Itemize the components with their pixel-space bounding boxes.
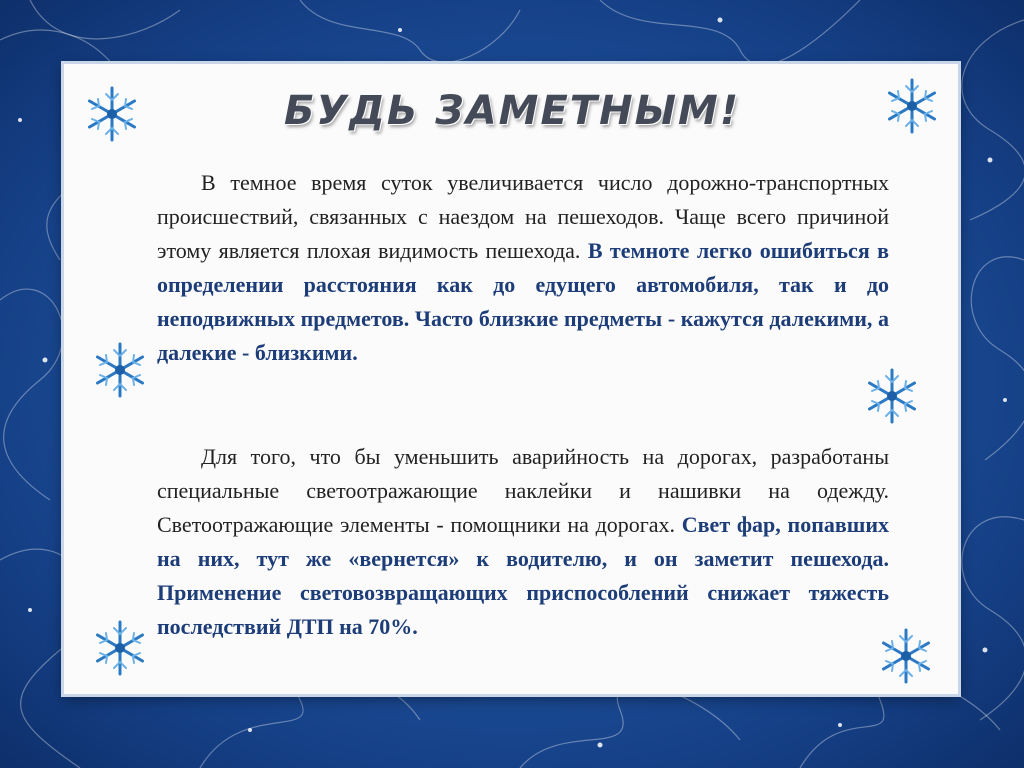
snowflake-icon (90, 618, 150, 678)
paragraph-text: Для того, что бы уменьшить аварийность на дорогах, разработаны специальные светоотражающие наклейки и нашивки на одежду. Светоотражающие элементы - помощники на дорогах. (157, 444, 889, 537)
paragraph-night-visibility (157, 166, 889, 370)
snowflake-icon (862, 366, 922, 426)
paragraph-emphasis: Свет фар, попавших на них, тут же «вернется» к водителю, и он заметит пешехода. Применение световозвращающих приспособлений снижает тяжесть последствий ДТП на 70%. (157, 512, 889, 639)
slide-title: БУДЬ ЗАМЕТНЫМ! (283, 88, 741, 134)
paragraph-text: В темное время суток увеличивается число дорожно-транспортных происшествий, связанных с наездом на пешеходов. Чаще всего причиной этому является плохая видимость пешехода. (157, 170, 889, 263)
paragraph-emphasis: В темноте легко ошибиться в определении расстояния как до едущего автомобиля, так и до неподвижных предметов. Часто близкие предметы - кажутся далекими, а далекие - близкими. (157, 238, 889, 365)
paragraph-reflective-elements (157, 440, 889, 644)
snowflake-icon (90, 340, 150, 400)
